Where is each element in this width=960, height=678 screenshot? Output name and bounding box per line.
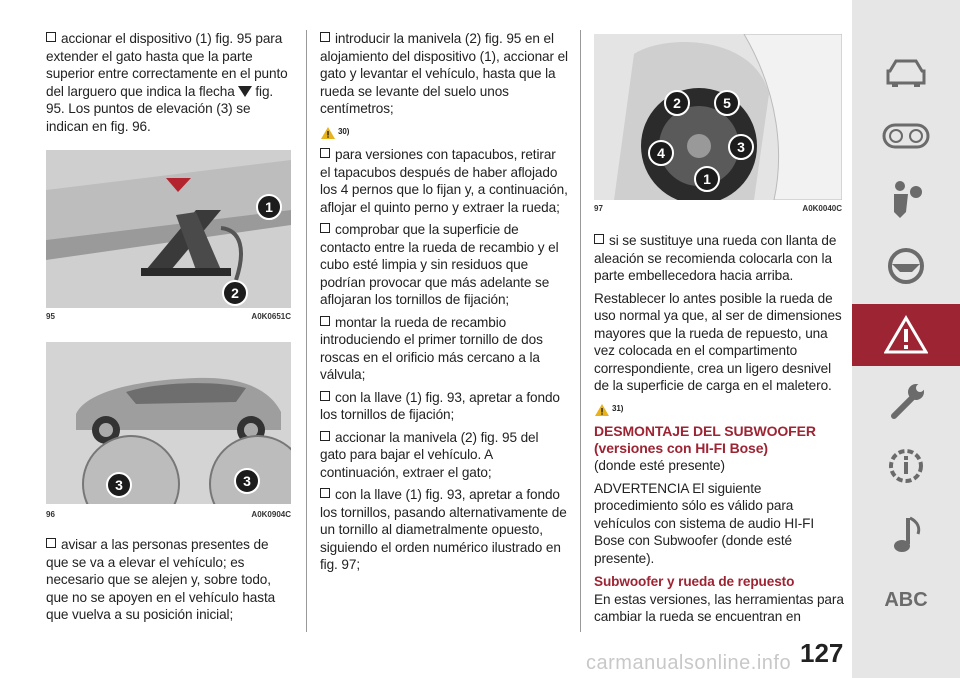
gear-info-icon — [886, 446, 926, 486]
paragraph-restore: Restablecer lo antes posible la rueda de uso normal ya que, al ser de dimensiones mayores que la rueda de repuesto, una vez colocada en el compartimento correspondiente, crea un ligero desnivel de la superficie de carga en el maletero. — [594, 290, 842, 393]
warning-triangle-icon — [884, 315, 928, 355]
wrench-icon — [886, 382, 926, 422]
checkbox-bullet-icon — [320, 488, 330, 498]
jack-illustration — [46, 150, 291, 308]
figure-96-caption: 96 A0K0904C — [46, 510, 291, 519]
checkbox-bullet-icon — [594, 234, 604, 244]
warning-ref-31: 31) — [594, 400, 844, 418]
checkbox-bullet-icon — [46, 32, 56, 42]
paragraph-where-present: (donde esté presente) — [594, 458, 725, 473]
callout-2: 2 — [664, 90, 690, 116]
sidebar-item-index[interactable] — [852, 572, 960, 628]
sidebar-item-safety[interactable] — [852, 172, 960, 228]
column-divider-2 — [580, 30, 581, 632]
section-heading: DESMONTAJE DEL SUBWOOFER — [594, 423, 816, 439]
paragraph-jack-extend: accionar el dispositivo (1) fig. 95 para extender el gato hasta que la parte superior entre correctamente en el punto del larguero que indica la flecha fig. 95. Los puntos de elevación (3) se indican en fig. 96. — [46, 31, 288, 134]
sidebar-item-dashboard[interactable] — [852, 108, 960, 164]
section-subheading: (versiones con HI-FI Bose) — [594, 440, 768, 456]
car-icon — [884, 57, 928, 87]
paragraph-advertencia: ADVERTENCIA El siguiente procedimiento sólo es válido para vehículos con sistema de audio HI-FI Bose con Subwoofer (donde esté presente). — [594, 480, 815, 566]
music-note-icon — [890, 514, 922, 554]
figure-97-caption: 97 A0K0040C — [594, 204, 842, 213]
figure-95-caption: 95 A0K0651C — [46, 312, 291, 321]
callout-4: 4 — [648, 140, 674, 166]
watermark: carmanualsonline.info — [586, 652, 792, 674]
paragraph-tools: En estas versiones, las herramientas para cambiar la rueda se encuentran en — [594, 591, 844, 624]
callout-5: 5 — [714, 90, 740, 116]
figure-97 — [594, 34, 842, 200]
sidebar-item-driving[interactable] — [852, 238, 960, 294]
paragraph-alloy: si se sustituye una rueda con llanta de aleación se recomienda colocarla con la parte embellecedora hacia arriba. — [594, 233, 837, 283]
checkbox-bullet-icon — [320, 431, 330, 441]
caution-triangle-icon — [320, 126, 336, 140]
paragraph-warn-people: avisar a las personas presentes de que se va a elevar el vehículo; es necesario que se alejen y, sobre todo, que no se apoyen en el vehículo hasta que vuelva a su posición inicial; — [46, 537, 276, 622]
column-1-lower — [46, 536, 294, 629]
dashboard-gauges-icon — [882, 121, 930, 151]
paragraph-tighten-order: con la llave (1) fig. 93, apretar a fondo los tornillos, pasando alternativamente de un tornillo al diametralmente opuesto, siguiendo el orden numérico ilustrado en fig. 97; — [320, 487, 567, 572]
subheading-subwoofer: Subwoofer y rueda de repuesto — [594, 574, 795, 589]
figure-95 — [46, 150, 291, 308]
paragraph-check-surface: comprobar que la superficie de contacto entre la rueda de recambio y el cubo esté limpia y sin residuos que podrían provocar que más adelante se aflojaran los tornillos de fijación; — [320, 222, 559, 307]
column-3 — [594, 232, 844, 631]
caution-triangle-icon — [594, 403, 610, 417]
checkbox-bullet-icon — [320, 223, 330, 233]
checkbox-bullet-icon — [320, 32, 330, 42]
checkbox-bullet-icon — [46, 538, 56, 548]
checkbox-bullet-icon — [320, 391, 330, 401]
column-1 — [46, 30, 294, 140]
callout-1: 1 — [694, 166, 720, 192]
chapter-sidebar — [852, 0, 960, 678]
sidebar-item-emergency[interactable] — [852, 304, 960, 366]
figure-96 — [46, 342, 291, 504]
steering-wheel-icon — [886, 246, 926, 286]
callout-3-left: 3 — [106, 472, 132, 498]
callout-2: 2 — [222, 280, 248, 306]
paragraph-crank: introducir la manivela (2) fig. 95 en el alojamiento del dispositivo (1), accionar el gato y levantar el vehículo, hasta que la rueda se levante del suelo unos centímetros; — [320, 31, 568, 116]
paragraph-hubcap: para versiones con tapacubos, retirar el tapacubos después de haber aflojado los 4 pernos que lo fijan y, a continuación, aflojar el quinto perno y extraer la rueda; — [320, 147, 568, 215]
warning-ref-30: 30) — [320, 123, 568, 141]
paragraph-tighten: con la llave (1) fig. 93, apretar a fondo los tornillos de fijación; — [320, 389, 560, 422]
paragraph-lower: accionar la manivela (2) fig. 95 del gato para bajar el vehículo. A continuación, extraer el gato; — [320, 429, 539, 480]
callout-3-right: 3 — [234, 468, 260, 494]
checkbox-bullet-icon — [320, 148, 330, 158]
sidebar-item-multimedia[interactable] — [852, 506, 960, 562]
column-divider-1 — [306, 30, 307, 632]
seatbelt-person-icon — [886, 180, 926, 220]
paragraph-mount-spare: montar la rueda de recambio introduciendo el primer tornillo de dos roscas en el orificio más cercano a la válvula; — [320, 314, 543, 382]
column-2 — [320, 30, 568, 579]
arrow-down-icon — [238, 86, 252, 97]
checkbox-bullet-icon — [320, 316, 330, 326]
callout-1: 1 — [256, 194, 282, 220]
sidebar-item-technical[interactable] — [852, 438, 960, 494]
sidebar-item-car[interactable] — [852, 44, 960, 100]
index-abc-label: ABC — [884, 588, 928, 611]
page-number: 127 — [800, 638, 844, 668]
sidebar-item-maintenance[interactable] — [852, 374, 960, 430]
callout-3: 3 — [728, 134, 754, 160]
